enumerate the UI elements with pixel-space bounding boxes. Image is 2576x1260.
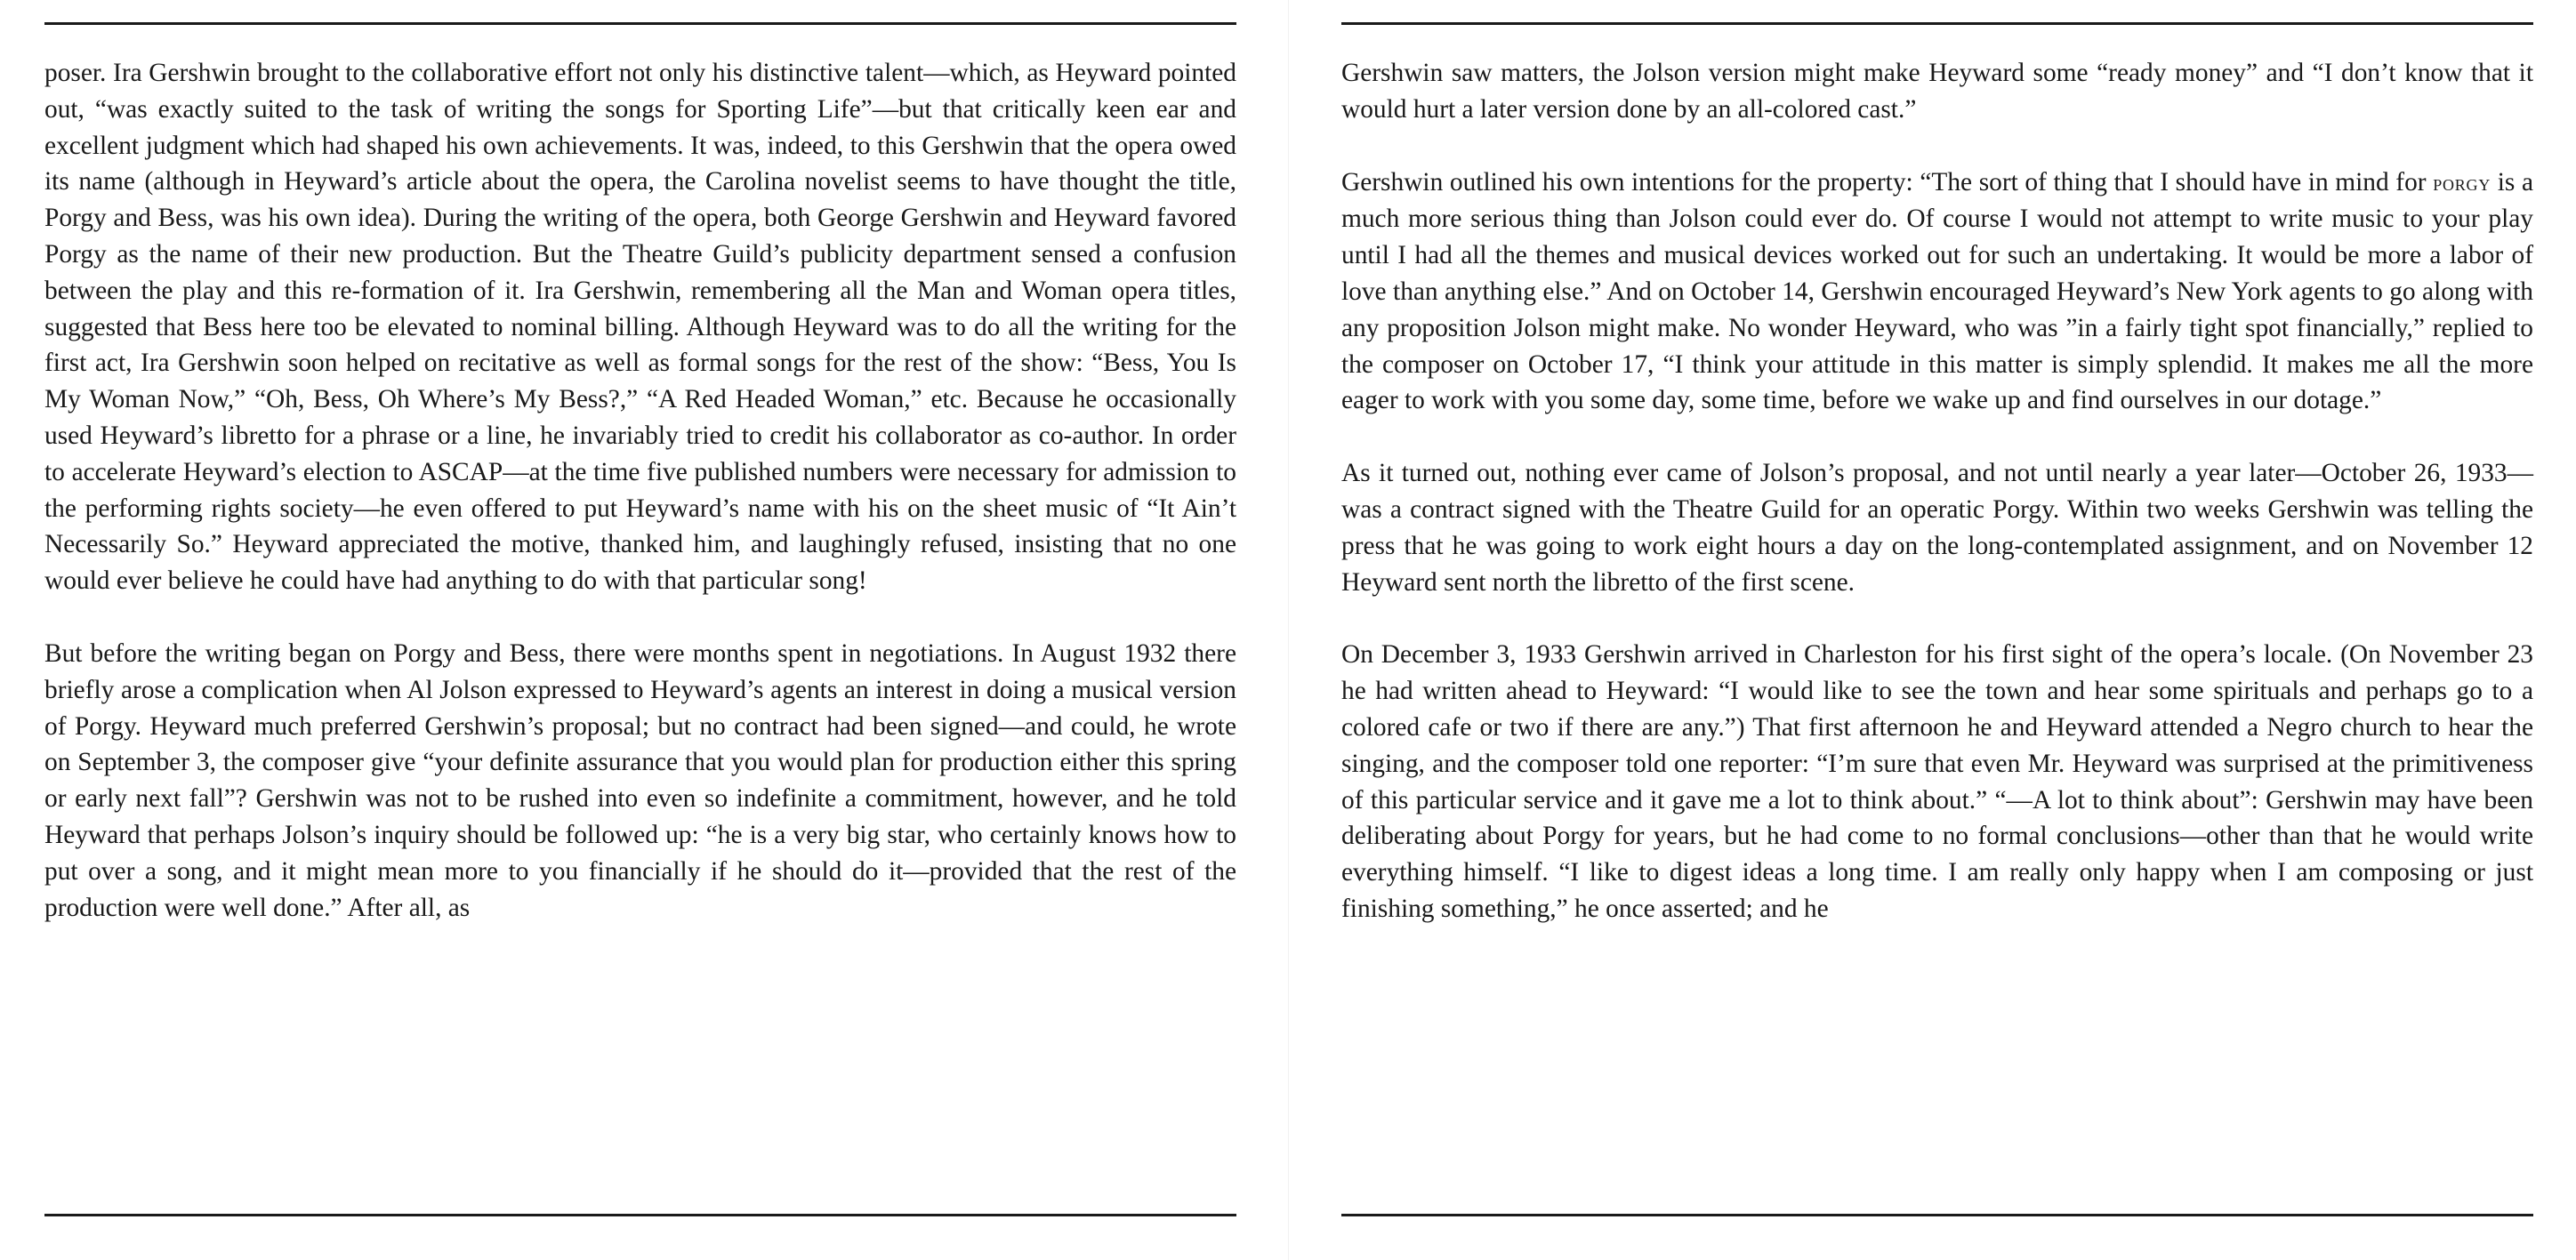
paragraph bbox=[1341, 165, 2533, 420]
paragraph: poser. Ira Gershwin brought to the collaborative effort not only his distinctive talent—which, as Heyward pointed out, “was exactly suited to the task of writing the songs for Sporting Life”—but that critically keen ear and excellent judgment which had shaped his own achievements. It was, indeed, to this Gershwin that the opera owed its name (although in Heyward’s article about the opera, the Carolina novelist seems to have thought the title, Porgy and Bess, was his own idea). During the writing of the opera, both George Gershwin and Heyward favored Porgy as the name of their new production. But the Theatre Guild’s publicity department sensed a confusion between the play and this re-formation of it. Ira Gershwin, remembering all the Man and Woman opera titles, suggested that Bess here too be elevated to nominal billing. Although Heyward was to do all the writing for the first act, Ira Gershwin soon helped on recitative as well as formal songs for the rest of the show: “Bess, You Is My Woman Now,” “Oh, Bess, Oh Where’s My Bess?,” “A Red Headed Woman,” etc. Because he occasionally used Heyward’s libretto for a phrase or a line, he invariably tried to credit his collaborator as co-author. In order to accelerate Heyward’s election to ASCAP—at the time five published numbers were necessary for admission to the performing rights society—he even offered to put Heyward’s name with his on the sheet music of “It Ain’t Necessarily So.” Heyward appreciated the motive, thanked him, and laughingly refused, insisting that no one would ever believe he could have had anything to do with that particular song! bbox=[44, 59, 1236, 596]
paragraph: As it turned out, nothing ever came of Jolson’s proposal, and not until nearly a year later—October 26, 1933—was a contract signed with the Theatre Guild for an operatic Porgy. Within two weeks Gershwin was telling the press that he was going to work eight hours a day on the long-contemplated assignment, and on November 12 Heyward sent north the libretto of the first scene. bbox=[1341, 459, 2533, 597]
paragraph: Gershwin saw matters, the Jolson version might make Heyward some “ready money” and “I don’t know that it would hurt a later version done by an all-colored cast.” bbox=[1341, 59, 2533, 124]
paragraph-text: Gershwin outlined his own intentions for the property: “The sort of thing that I should have in mind for bbox=[1341, 167, 2434, 197]
right-page-body bbox=[1341, 55, 2533, 964]
right-page bbox=[1341, 0, 2533, 1260]
left-page bbox=[44, 0, 1236, 1260]
top-rule bbox=[44, 22, 1236, 25]
left-page-body bbox=[44, 55, 1236, 962]
paragraph: But before the writing began on Porgy and Bess, there were months spent in negotiations. In August 1932 there briefly arose a complication when Al Jolson expressed to Heyward’s agents an interest in doing a musical version of Porgy. Heyward much preferred Gershwin’s proposal; but no contract had been signed—and could, he wrote on September 3, the composer give “your definite assurance that you would plan for production either this spring or early next fall”? Gershwin was not to be rushed into even so indefinite a commitment, however, and he told Heyward that perhaps Jolson’s inquiry should be followed up: “he is a very big star, who certainly knows how to put over a song, and it might mean more to you financially if he should do it—provided that the rest of the production were well done.” After all, as bbox=[44, 638, 1236, 922]
paragraph-text: is a much more serious thing than Jolson could ever do. Of course I would not attempt to write music to your play until I had all the themes and musical devices worked out for such an undertaking. It would be more a labor of love than anything else.” And on October 14, Gershwin encouraged Heyward’s New York agents to go along with any proposition Jolson might make. No wonder Heyward, who was ”in a fairly tight spot financially,” replied to the composer on October 17, “I think your attitude in this matter is simply splendid. It makes me all the more eager to work with you some day, some time, before we wake up and find ourselves in our dotage.” bbox=[1341, 167, 2534, 415]
paragraph: On December 3, 1933 Gershwin arrived in Charleston for his first sight of the opera’s locale. (On November 23 he had written ahead to Heyward: “I would like to see the town and hear some spirituals and perhaps go to a colored cafe or two if there are any.”) That first afternoon he and Heyward attended a Negro church to hear the singing, and the composer told one reporter: “I’m sure that even Mr. Heyward was surprised at the primitiveness of this particular service and it gave me a lot to think about.” “—A lot to think about”: Gershwin may have been deliberating about Porgy for years, but he had come to no formal conclusions—other than that he would write everything himself. “I like to digest ideas a long time. I am really only happy when I am composing or just finishing something,” he once asserted; and he bbox=[1341, 640, 2533, 923]
bottom-rule bbox=[44, 1214, 1236, 1216]
smallcaps-title: porgy bbox=[2433, 169, 2491, 196]
bottom-rule bbox=[1341, 1214, 2533, 1216]
page-gutter bbox=[1288, 0, 1289, 1260]
top-rule bbox=[1341, 22, 2533, 25]
